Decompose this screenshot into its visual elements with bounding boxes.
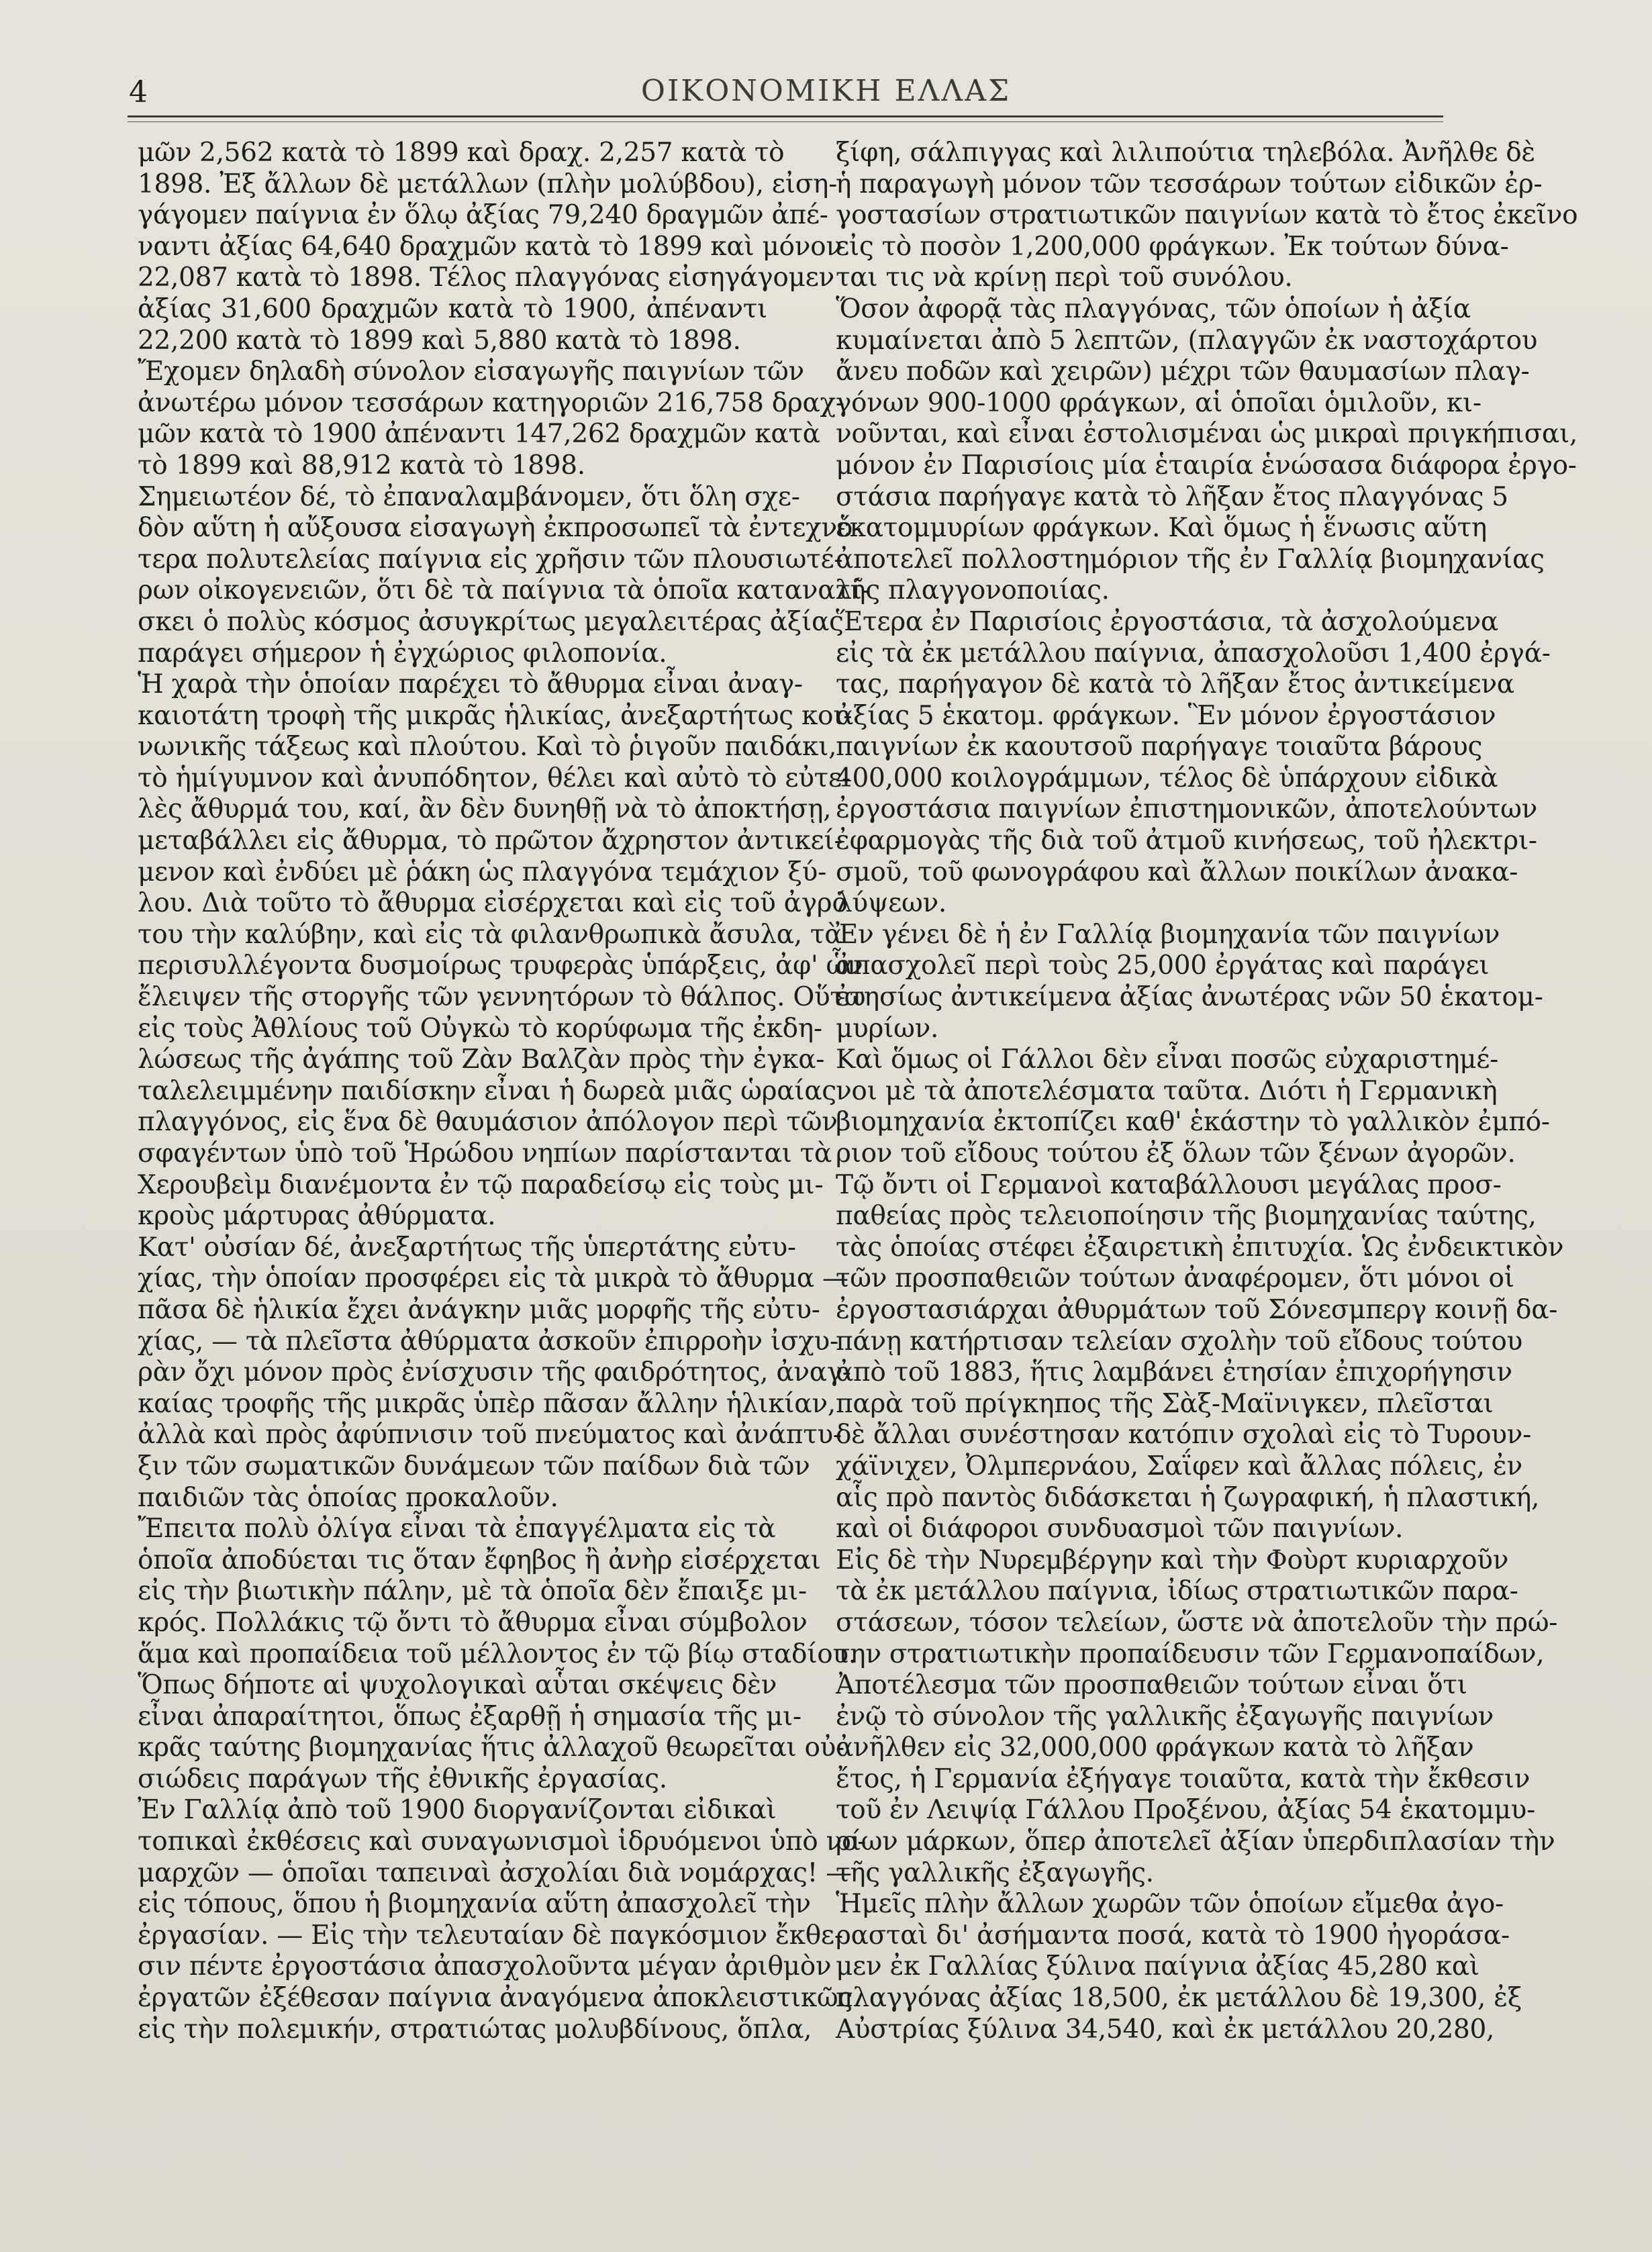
text-line: ἡ παραγωγὴ μόνον τῶν τεσσάρων τούτων εἰδικῶν ἐρ- bbox=[836, 168, 1543, 199]
text-line: πλαγγόνας ἀξίας 18,500, ἐκ μετάλλου δὲ 19,300, ἐξ bbox=[836, 1983, 1522, 2014]
text-line: Αὐστρίας ξύλινα 34,540, καὶ ἐκ μετάλλου 20,280, bbox=[836, 2014, 1495, 2045]
text-line: ἐνῷ τὸ σύνολον τῆς γαλλικῆς ἐξαγωγῆς παιγνίων bbox=[836, 1701, 1494, 1732]
text-line: καὶ οἱ διάφοροι συνδυασμοὶ τῶν παιγνίων. bbox=[836, 1514, 1404, 1545]
text-line: μῶν κατὰ τὸ 1900 ἀπέναντι 147,262 δραχμῶν κατὰ bbox=[138, 419, 820, 450]
text-line: Ὅπως δήποτε αἱ ψυχολογικαὶ αὗται σκέψεις δὲν bbox=[138, 1670, 777, 1701]
text-line: κυμαίνεται ἀπὸ 5 λεπτῶν, (πλαγγῶν ἐκ ναστοχάρτου bbox=[836, 325, 1538, 356]
text-line: νοι μὲ τὰ ἀποτελέσματα ταῦτα. Διότι ἡ Γερμανικὴ bbox=[836, 1075, 1498, 1106]
text-line: ρασταὶ δι' ἀσήμαντα ποσά, κατὰ τὸ 1900 ἠγοράσα- bbox=[836, 1920, 1510, 1951]
text-line: ἅμα καὶ προπαίδεια τοῦ μέλλοντος ἐν τῷ βίῳ σταδίου. bbox=[138, 1638, 857, 1669]
text-line: βιομηχανία ἐκτοπίζει καθ' ἑκάστην τὸ γαλλικὸν ἐμπό- bbox=[836, 1107, 1550, 1138]
text-line: ἐτησίως ἀντικείμενα ἀξίας ἀνωτέρας νῶν 50 ἑκατομ- bbox=[836, 982, 1543, 1013]
text-line: ἀπασχολεῖ περὶ τοὺς 25,000 ἐργάτας καὶ παράγει bbox=[836, 950, 1490, 981]
text-line: ἑκατομμυρίων φράγκων. Καὶ ὅμως ἡ ἕνωσις αὕτη bbox=[836, 513, 1487, 544]
left-column bbox=[138, 138, 871, 2045]
text-line: Ὅσον ἀφορᾷ τὰς πλαγγόνας, τῶν ὁποίων ἡ ἀξία bbox=[836, 293, 1471, 324]
text-line: 400,000 κοιλογράμμων, τέλος δὲ ὑπάρχουν εἰδικὰ bbox=[836, 763, 1498, 793]
text-line: Ἐν Γαλλίᾳ ἀπὸ τοῦ 1900 διοργανίζονται εἰδικαὶ bbox=[138, 1795, 777, 1826]
text-line: εἰς τὴν πολεμικήν, στρατιώτας μολυβδίνους, ὅπλα, bbox=[138, 2014, 812, 2045]
text-line: τὸ 1899 καὶ 88,912 κατὰ τὸ 1898. bbox=[138, 450, 585, 481]
text-line: ἀξίας 5 ἑκατομ. φράγκων. Ἓν μόνον ἐργοστάσιον bbox=[836, 700, 1496, 731]
text-line: εἰς τὰ ἐκ μετάλλου παίγνια, ἀπασχολοῦσι 1,400 ἐργά- bbox=[836, 638, 1551, 669]
text-line: λώσεως τῆς ἀγάπης τοῦ Ζὰν Βαλζὰν πρὸς τὴν ἐγκα- bbox=[138, 1044, 825, 1075]
page-number: 4 bbox=[129, 75, 148, 109]
text-line: ται τις νὰ κρίνῃ περὶ τοῦ συνόλου. bbox=[836, 262, 1293, 293]
text-line: Καὶ ὅμως οἱ Γάλλοι δὲν εἶναι ποσῶς εὐχαριστημέ- bbox=[836, 1044, 1499, 1075]
text-line: γοστασίων στρατιωτικῶν παιγνίων κατὰ τὸ ἔτος ἐκεῖνο bbox=[836, 200, 1578, 231]
text-line: νοῦνται, καὶ εἶναι ἐστολισμέναι ὡς μικραὶ πριγκήπισαι, bbox=[836, 419, 1578, 450]
text-line: τας, παρήγαγον δὲ κατὰ τὸ λῆξαν ἔτος ἀντικείμενα bbox=[836, 669, 1514, 700]
text-line: τοπικαὶ ἐκθέσεις καὶ συναγωνισμοὶ ἱδρυόμενοι ὑπὸ νο- bbox=[138, 1826, 867, 1857]
text-line: πλαγγόνος, εἰς ἕνα δὲ θαυμάσιον ἀπόλογον περὶ τῶν bbox=[138, 1107, 838, 1138]
text-line: ἀνωτέρω μόνον τεσσάρων κατηγοριῶν 216,758 δραχ- bbox=[138, 387, 844, 418]
text-line: μῶν 2,562 κατὰ τὸ 1899 καὶ δραχ. 2,257 κατὰ τὸ bbox=[138, 138, 785, 168]
text-line: 22,200 κατὰ τὸ 1899 καὶ 5,880 κατὰ τὸ 1898. bbox=[138, 325, 741, 356]
text-line: 22,087 κατὰ τὸ 1898. Τέλος πλαγγόνας εἰσηγάγομεν bbox=[138, 262, 834, 293]
text-line: καιοτάτη τροφὴ τῆς μικρᾶς ἡλικίας, ἀνεξαρτήτως κοι- bbox=[138, 700, 853, 731]
text-line: δὸν αὕτη ἡ αὔξουσα εἰσαγωγὴ ἐκπροσωπεῖ τὰ ἐντεχνό- bbox=[138, 513, 861, 544]
text-line: ἀλλὰ καὶ πρὸς ἀφύπνισιν τοῦ πνεύματος καὶ ἀνάπτυ- bbox=[138, 1420, 842, 1451]
header-rule bbox=[128, 115, 1443, 117]
right-column bbox=[836, 138, 1578, 2045]
text-line: χίας, — τὰ πλεῖστα ἀθύρματα ἀσκοῦν ἐπιρροὴν ἰσχυ- bbox=[138, 1326, 838, 1357]
text-line: τοῦ ἐν Λειψίᾳ Γάλλου Προξένου, ἀξίας 54 ἑκατομμυ- bbox=[836, 1795, 1535, 1826]
text-line: πᾶσα δὲ ἡλικία ἔχει ἀνάγκην μιᾶς μορφῆς τῆς εὐτυ- bbox=[138, 1294, 820, 1325]
text-line: αἷς πρὸ παντὸς διδάσκεται ἡ ζωγραφική, ἡ πλαστική, bbox=[836, 1482, 1540, 1513]
text-line: γάγομεν παίγνια ἐν ὅλῳ ἀξίας 79,240 δραγμῶν ἀπέ- bbox=[138, 200, 828, 231]
text-line: εἰς τοὺς Ἀθλίους τοῦ Οὐγκὼ τὸ κορύφωμα τῆς ἐκδη- bbox=[138, 1013, 822, 1044]
text-line: σιώδεις παράγων τῆς ἐθνικῆς ἐργασίας. bbox=[138, 1763, 667, 1794]
text-line: τῆς γαλλικῆς ἐξαγωγῆς. bbox=[836, 1857, 1154, 1888]
text-line: ἐργοστάσια παιγνίων ἐπιστημονικῶν, ἀποτελούντων bbox=[836, 794, 1538, 825]
text-line: ναντι ἀξίας 64,640 δραχμῶν κατὰ τὸ 1899 καὶ μόνον bbox=[138, 231, 842, 262]
text-line: τὰς ὁποίας στέφει ἐξαιρετικὴ ἐπιτυχία. Ὡς ἐνδεικτικὸν bbox=[836, 1232, 1564, 1263]
text-line: Χερουβεὶμ διανέμοντα ἐν τῷ παραδείσῳ εἰς τοὺς μι- bbox=[138, 1169, 824, 1200]
text-line: μεταβάλλει εἰς ἄθυρμα, τὸ πρῶτον ἄχρηστον ἀντικεί- bbox=[138, 826, 843, 856]
text-line: σμοῦ, τοῦ φωνογράφου καὶ ἄλλων ποικίλων ἀνακα- bbox=[836, 856, 1518, 887]
text-line: παράγει σήμερον ἡ ἐγχώριος φιλοπονία. bbox=[138, 638, 667, 669]
text-line: μεν ἐκ Γαλλίας ξύλινα παίγνια ἀξίας 45,280 καὶ bbox=[836, 1951, 1479, 1982]
text-line: ταλελειμμένην παιδίσκην εἶναι ἡ δωρεὰ μιᾶς ὡραίας bbox=[138, 1075, 836, 1106]
text-line: κρός. Πολλάκις τῷ ὄντι τὸ ἄθυρμα εἶναι σύμβολον bbox=[138, 1607, 808, 1638]
text-line: παιδιῶν τὰς ὁποίας προκαλοῦν. bbox=[138, 1482, 558, 1513]
text-line: κροὺς μάρτυρας ἀθύρματα. bbox=[138, 1201, 496, 1232]
text-line: ὁποῖα ἀποδύεται τις ὅταν ἔφηβος ἢ ἀνὴρ εἰσέρχεται bbox=[138, 1545, 821, 1575]
text-line: εἰς τὸ ποσὸν 1,200,000 φράγκων. Ἐκ τούτων δύνα- bbox=[836, 231, 1509, 262]
text-line: Ἀποτέλεσμα τῶν προσπαθειῶν τούτων εἶναι ὅτι bbox=[836, 1670, 1467, 1701]
text-line: Κατ' οὐσίαν δέ, ἀνεξαρτήτως τῆς ὑπερτάτης εὐτυ- bbox=[138, 1232, 796, 1263]
text-line: Ἡ χαρὰ τὴν ὁποίαν παρέχει τὸ ἄθυρμα εἶναι ἀναγ- bbox=[138, 669, 803, 700]
text-line: Ἐν γένει δὲ ἡ ἐν Γαλλίᾳ βιομηχανία τῶν παιγνίων bbox=[836, 919, 1500, 950]
text-line: ρίων μάρκων, ὅπερ ἀποτελεῖ ἀξίαν ὑπερδιπλασίαν τὴν bbox=[836, 1826, 1555, 1857]
text-line: μενον καὶ ἐνδύει μὲ ῥάκη ὡς πλαγγόνα τεμάχιον ξύ- bbox=[138, 856, 826, 887]
text-line: ἐργασίαν. — Εἰς τὴν τελευταίαν δὲ παγκόσμιον ἔκθε- bbox=[138, 1920, 843, 1951]
text-line: ρων οἰκογενειῶν, ὅτι δὲ τὰ παίγνια τὰ ὁποῖα καταναλί- bbox=[138, 575, 871, 606]
text-line: Ἔχομεν δηλαδὴ σύνολον εἰσαγωγῆς παιγνίων τῶν bbox=[138, 356, 804, 387]
text-line: ἀξίας 31,600 δραχμῶν κατὰ τὸ 1900, ἀπέναντι bbox=[138, 293, 767, 324]
text-line: χίας, τὴν ὁποίαν προσφέρει εἰς τὰ μικρὰ τὸ ἄθυρμα — bbox=[138, 1263, 848, 1294]
text-line: ριον τοῦ εἴδους τούτου ἐξ ὅλων τῶν ξένων ἀγορῶν. bbox=[836, 1138, 1516, 1169]
text-line: μαρχῶν — ὁποῖαι ταπειναὶ ἀσχολίαι διὰ νομάρχας! — bbox=[138, 1857, 852, 1888]
text-line: τῶν προσπαθειῶν τούτων ἀναφέρομεν, ὅτι μόνοι οἱ bbox=[836, 1263, 1514, 1294]
text-line: ἄνευ ποδῶν καὶ χειρῶν) μέχρι τῶν θαυμασίων πλαγ- bbox=[836, 356, 1530, 387]
text-line: την στρατιωτικὴν προπαίδευσιν τῶν Γερμανοπαίδων, bbox=[836, 1638, 1545, 1669]
text-line: γόνων 900-1000 φράγκων, αἱ ὁποῖαι ὁμιλοῦν, κι- bbox=[836, 387, 1481, 418]
text-line: Ἡμεῖς πλὴν ἄλλων χωρῶν τῶν ὁποίων εἴμεθα ἀγο- bbox=[836, 1889, 1504, 1920]
text-line: ἀποτελεῖ πολλοστημόριον τῆς ἐν Γαλλίᾳ βιομηχανίας bbox=[836, 544, 1545, 575]
text-line: τῆς πλαγγονοποιίας. bbox=[836, 575, 1110, 606]
text-line: λου. Διὰ τοῦτο τὸ ἄθυρμα εἰσέρχεται καὶ εἰς τοῦ ἀγρό bbox=[138, 888, 848, 919]
text-line: ρὰν ὄχι μόνον πρὸς ἐνίσχυσιν τῆς φαιδρότητος, ἀναγ- bbox=[138, 1357, 851, 1388]
text-line: ἀνῆλθεν εἰς 32,000,000 φράγκων κατὰ τὸ λῆξαν bbox=[836, 1732, 1474, 1763]
text-line: ἐργοστασιάρχαι ἀθυρμάτων τοῦ Σόνεσμπεργ κοινῇ δα- bbox=[836, 1294, 1558, 1325]
text-line: τὰ ἐκ μετάλλου παίγνια, ἰδίως στρατιωτικῶν παρα- bbox=[836, 1576, 1518, 1607]
text-line: καίας τροφῆς τῆς μικρᾶς ὑπὲρ πᾶσαν ἄλλην ἡλικίαν, bbox=[138, 1388, 836, 1419]
text-line: εἰς τὴν βιωτικὴν πάλην, μὲ τὰ ὁποῖα δὲν ἔπαιξε μι- bbox=[138, 1576, 807, 1607]
text-line: σφαγέντων ὑπὸ τοῦ Ἡρώδου νηπίων παρίστανται τὰ bbox=[138, 1138, 832, 1169]
text-line: σιν πέντε ἐργοστάσια ἀπασχολοῦντα μέγαν ἀριθμὸν bbox=[138, 1951, 832, 1982]
text-line: χάϊνιχεν, Ὀλμπερνάου, Σαΐφεν καὶ ἄλλας πόλεις, ἐν bbox=[836, 1451, 1522, 1481]
text-line: ἐργατῶν ἐξέθεσαν παίγνια ἀναγόμενα ἀποκλειστικῶς bbox=[138, 1983, 853, 2014]
text-line: Σημειωτέον δέ, τὸ ἐπαναλαμβάνομεν, ὅτι ὅλη σχε- bbox=[138, 481, 800, 512]
text-line: λύψεων. bbox=[836, 888, 947, 919]
text-line: ξίφη, σάλπιγγας καὶ λιλιπούτια τηλεβόλα. Ἀνῆλθε δὲ bbox=[836, 138, 1536, 168]
text-line: ἐφαρμογὰς τῆς διὰ τοῦ ἀτμοῦ κινήσεως, τοῦ ἠλεκτρι- bbox=[836, 826, 1537, 856]
text-line: μυρίων. bbox=[836, 1013, 939, 1044]
text-line: μόνον ἐν Παρισίοις μία ἑταιρία ἑνώσασα διάφορα ἐργο- bbox=[836, 450, 1577, 481]
text-line: τὸ ἡμίγυμνον καὶ ἀνυπόδητον, θέλει καὶ αὐτὸ τὸ εὐτε- bbox=[138, 763, 851, 793]
text-line: πάνῃ κατήρτισαν τελείαν σχολὴν τοῦ εἴδους τούτου bbox=[836, 1326, 1523, 1357]
text-line: τερα πολυτελείας παίγνια εἰς χρῆσιν τῶν πλουσιωτέ- bbox=[138, 544, 843, 575]
running-title: ΟΙΚΟΝΟΜΙΚΗ ΕΛΛΑΣ bbox=[640, 74, 1012, 108]
text-line: ξιν τῶν σωματικῶν δυνάμεων τῶν παίδων διὰ τῶν bbox=[138, 1451, 810, 1481]
text-line: λὲς ἄθυρμά του, καί, ἂν δὲν δυνηθῇ νὰ τὸ ἀποκτήσῃ, bbox=[138, 794, 832, 825]
text-line: Εἰς δὲ τὴν Νυρεμβέργην καὶ τὴν Φοὺρτ κυριαρχοῦν bbox=[836, 1545, 1509, 1575]
text-line: παρὰ τοῦ πρίγκηπος τῆς Σὰξ-Μαϊνιγκεν, πλεῖσται bbox=[836, 1388, 1494, 1419]
text-line: Ἔπειτα πολὺ ὀλίγα εἶναι τὰ ἐπαγγέλματα εἰς τὰ bbox=[138, 1514, 776, 1545]
text-line: σκει ὁ πολὺς κόσμος ἀσυγκρίτως μεγαλειτέρας ἀξίας bbox=[138, 606, 844, 637]
text-line: στάσια παρήγαγε κατὰ τὸ λῆξαν ἔτος πλαγγόνας 5 bbox=[836, 481, 1508, 512]
text-line: ἀπὸ τοῦ 1883, ἥτις λαμβάνει ἐτησίαν ἐπιχορήγησιν bbox=[836, 1357, 1512, 1388]
text-line: εἰς τόπους, ὅπου ἡ βιομηχανία αὕτη ἀπασχολεῖ τὴν bbox=[138, 1889, 811, 1920]
text-line: δὲ ἄλλαι συνέστησαν κατόπιν σχολαὶ εἰς τὸ Τυρουν- bbox=[836, 1420, 1531, 1451]
text-line: εἶναι ἀπαραίτητοι, ὅπως ἐξαρθῇ ἡ σημασία τῆς μι- bbox=[138, 1701, 801, 1732]
text-line: Ἕτερα ἐν Παρισίοις ἐργοστάσια, τὰ ἀσχολούμενα bbox=[836, 606, 1498, 637]
text-line: παθείας πρὸς τελειοποίησιν τῆς βιομηχανίας ταύτης, bbox=[836, 1201, 1537, 1232]
text-line: κρᾶς ταύτης βιομηχανίας ἥτις ἀλλαχοῦ θεωρεῖται οὐ- bbox=[138, 1732, 844, 1763]
text-line: 1898. Ἐξ ἄλλων δὲ μετάλλων (πλὴν μολύβδου), εἰση- bbox=[138, 168, 837, 199]
text-line: ἔλειψεν τῆς στοργῆς τῶν γεννητόρων τὸ θάλπος. Οὕτω bbox=[138, 982, 866, 1013]
text-line: περισυλλέγοντα δυσμοίρως τρυφερὰς ὑπάρξεις, ἀφ' ὧν bbox=[138, 950, 863, 981]
text-line: νωνικῆς τάξεως καὶ πλούτου. Καὶ τὸ ῥιγοῦν παιδάκι, bbox=[138, 732, 837, 763]
text-line: στάσεων, τόσον τελείων, ὥστε νὰ ἀποτελοῦν τὴν πρώ- bbox=[836, 1607, 1558, 1638]
text-line: παιγνίων ἐκ καουτσοῦ παρήγαγε τοιαῦτα βάρους bbox=[836, 732, 1483, 763]
header-rule-thin bbox=[128, 121, 1443, 122]
text-line: ἔτος, ἡ Γερμανία ἐξήγαγε τοιαῦτα, κατὰ τὴν ἔκθεσιν bbox=[836, 1763, 1530, 1794]
text-line: Τῷ ὄντι οἱ Γερμανοὶ καταβάλλουσι μεγάλας προσ- bbox=[836, 1169, 1502, 1200]
text-line: του τὴν καλύβην, καὶ εἰς τὰ φιλανθρωπικὰ ἄσυλα, τὰ bbox=[138, 919, 842, 950]
